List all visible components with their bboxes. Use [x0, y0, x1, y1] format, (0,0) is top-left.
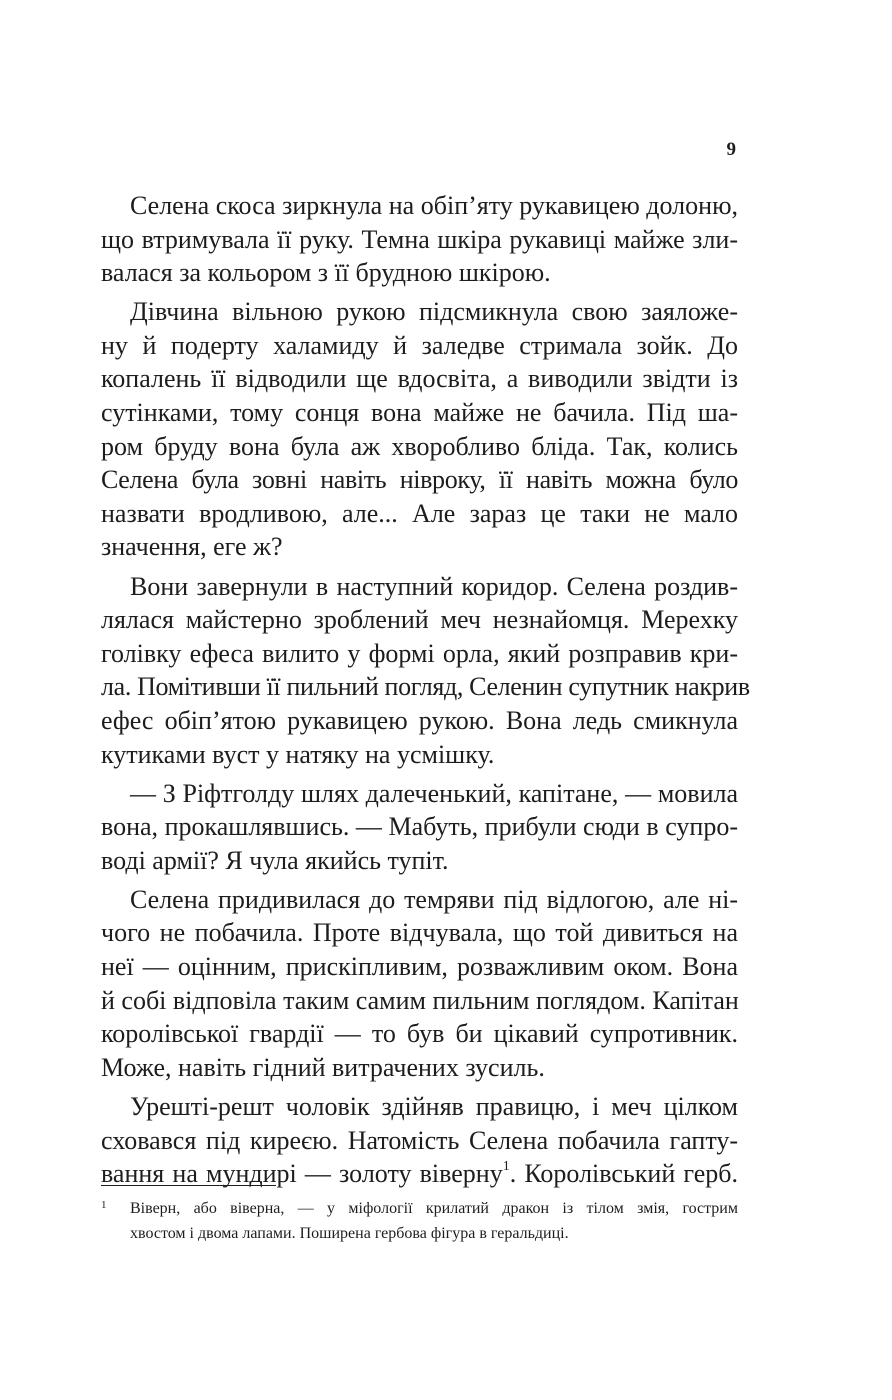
page-number: 9 [726, 139, 736, 160]
text-span: . Королівський герб. [509, 1159, 738, 1189]
footnote-line: Віверн, або віверна, — у міфології крилатий дракон із тілом змія, гострим [130, 1200, 738, 1217]
text-line: — З Ріфтголду шлях далеченький, капітане, — мовила [130, 778, 738, 808]
footnote [101, 1197, 738, 1246]
text-line: Селена скоса зиркнула на обіп’яту рукавицею долоню, [130, 191, 738, 220]
text-span: вання на мундирі — золоту віверну [101, 1159, 503, 1189]
text-line: назвати вродливою, але... Але зараз це таки не мало [101, 498, 738, 528]
text-line: Урешті-решт чоловік здійняв правицю, і меч цілком [130, 1091, 738, 1121]
text-line: чого не побачила. Проте відчувала, що той дивиться на [101, 918, 738, 948]
text-line: голівку ефеса вилито у формі орла, який розправив кри- [101, 638, 738, 668]
text-line: неї — оцінним, прискіпливим, розважливим оком. Вона [101, 952, 738, 982]
text-line: що втримувала її руку. Темна шкіра рукавиці майже зли- [101, 224, 738, 254]
paragraph [101, 883, 738, 1085]
text-line: Може, навіть гідний витрачених зусиль. [101, 1052, 545, 1082]
text-line: валася за кольором з її брудною шкірою. [101, 258, 551, 288]
text-line: ну й подерту халамиду й заледве стримала зойк. До [101, 330, 738, 360]
text-line: ром бруду вона була аж хворобливо бліда. Так, колись [101, 431, 738, 461]
text-line: кутиками вуст у натяку на усмішку. [101, 739, 495, 769]
paragraph [101, 570, 750, 772]
text-line: воді армії? Я чула якийсь тупіт. [101, 845, 449, 875]
footnote-divider [101, 1185, 276, 1186]
footnote-marker: 1 [101, 1199, 107, 1211]
text-line: значення, еге ж? [101, 532, 283, 562]
footnote-reference[interactable]: 1 [502, 1159, 510, 1175]
text-line: Селена придивилася до темряви під відлогою, але ні- [130, 884, 738, 914]
text-line: Дівчина вільною рукою підсмикнула свою заяложе- [130, 297, 738, 327]
text-line: Селена була зовні навіть нівроку, її навіть можна було [101, 465, 738, 495]
text-line: ла. Помітивши її пильний погляд, Селенин супутник накрив [101, 672, 750, 702]
text-line: сутінками, тому сонця вона майже не бачила. Під ша- [101, 398, 738, 428]
text-line: лялася майстерно зроблений меч незнайомця. Мерехку [101, 605, 738, 635]
paragraph [101, 295, 738, 564]
paragraph [101, 777, 738, 878]
text-line: Вони завернули в наступний коридор. Селена роздив- [130, 571, 738, 601]
text-line: копалень її відводили ще вдосвіта, а виводили звідти із [101, 364, 738, 394]
body-text [101, 189, 750, 1191]
paragraph [101, 189, 738, 290]
paragraph [101, 1090, 738, 1191]
text-line: королівської гвардії — то був би цікавий супротивник. [101, 1019, 738, 1049]
text-line: сховався під киреєю. Натомість Селена побачила гапту- [101, 1125, 738, 1155]
text-line: ефес обіп’ятою рукавицею рукою. Вона ледь смикнула [101, 705, 738, 735]
text-line: й собі відповіла таким самим пильним поглядом. Капітан [101, 985, 739, 1015]
footnote-line: хвостом і двома лапами. Поширена гербова фігура в геральдиці. [130, 1224, 569, 1242]
text-line: вона, прокашлявшись. — Мабуть, прибули сюди в супро- [101, 812, 738, 842]
